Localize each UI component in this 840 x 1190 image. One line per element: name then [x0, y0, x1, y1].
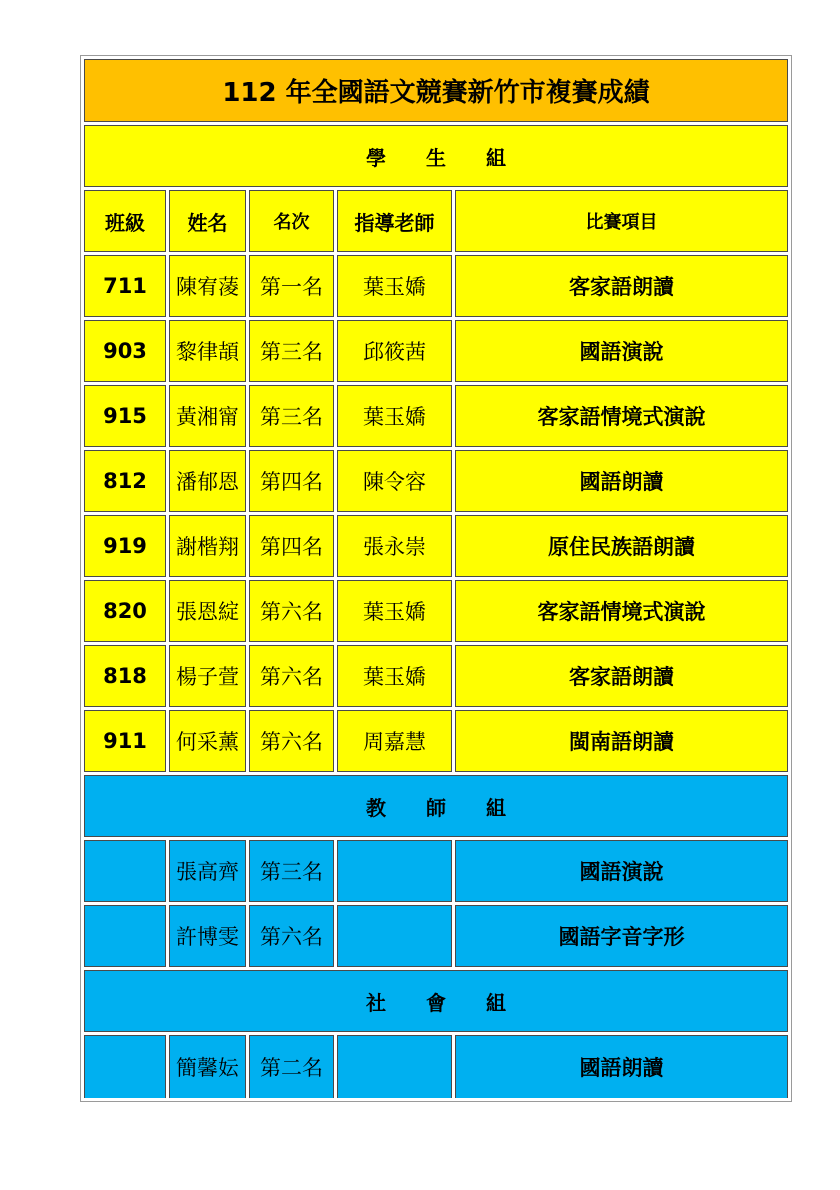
- student-rank: 第六名: [249, 645, 334, 707]
- student-event: 客家語情境式演說: [455, 580, 788, 642]
- student-row: [84, 320, 788, 382]
- student-row: [84, 450, 788, 512]
- student-row: [84, 710, 788, 772]
- student-teacher: 陳令容: [337, 450, 452, 512]
- student-class: 915: [84, 385, 166, 447]
- community-section-heading: 社 會 組: [84, 970, 788, 1032]
- teacher-name: 張高齊: [169, 840, 246, 902]
- student-event: 閩南語朗讀: [455, 710, 788, 772]
- community-row: [84, 1035, 788, 1098]
- student-event: 客家語朗讀: [455, 255, 788, 317]
- student-teacher: 葉玉嬌: [337, 580, 452, 642]
- teacher-section-heading: 教 師 組: [84, 775, 788, 837]
- student-name: 黎律頡: [169, 320, 246, 382]
- student-teacher: 周嘉慧: [337, 710, 452, 772]
- teacher-rank: 第六名: [249, 905, 334, 967]
- teacher-name: 許博雯: [169, 905, 246, 967]
- student-class: 911: [84, 710, 166, 772]
- results-sheet: [80, 55, 792, 1102]
- student-teacher: 葉玉嬌: [337, 255, 452, 317]
- teacher-class-empty: [84, 905, 166, 967]
- student-name: 何采薰: [169, 710, 246, 772]
- student-name: 陳宥蓤: [169, 255, 246, 317]
- header-class: 班級: [84, 190, 166, 252]
- community-rank: 第二名: [249, 1035, 334, 1098]
- student-teacher: 葉玉嬌: [337, 645, 452, 707]
- student-rank: 第四名: [249, 450, 334, 512]
- student-rank: 第六名: [249, 710, 334, 772]
- student-class: 818: [84, 645, 166, 707]
- student-rank: 第三名: [249, 385, 334, 447]
- teacher-row: [84, 905, 788, 967]
- community-class-empty: [84, 1035, 166, 1098]
- student-event: 原住民族語朗讀: [455, 515, 788, 577]
- student-name: 黃湘甯: [169, 385, 246, 447]
- student-teacher: 邱筱茜: [337, 320, 452, 382]
- header-name: 姓名: [169, 190, 246, 252]
- community-event: 國語朗讀: [455, 1035, 788, 1098]
- student-class: 820: [84, 580, 166, 642]
- teacher-advisor-empty: [337, 905, 452, 967]
- teacher-section-row: [84, 775, 788, 837]
- student-row: [84, 385, 788, 447]
- header-rank: 名次: [249, 190, 334, 252]
- student-teacher: 葉玉嬌: [337, 385, 452, 447]
- student-class: 903: [84, 320, 166, 382]
- community-name: 簡馨妘: [169, 1035, 246, 1098]
- student-name: 潘郁恩: [169, 450, 246, 512]
- student-row: [84, 580, 788, 642]
- student-event: 國語演說: [455, 320, 788, 382]
- student-name: 楊子萱: [169, 645, 246, 707]
- student-row: [84, 645, 788, 707]
- student-event: 客家語情境式演說: [455, 385, 788, 447]
- teacher-class-empty: [84, 840, 166, 902]
- teacher-row: [84, 840, 788, 902]
- student-rank: 第一名: [249, 255, 334, 317]
- student-row: [84, 255, 788, 317]
- community-advisor-empty: [337, 1035, 452, 1098]
- student-name: 張恩綻: [169, 580, 246, 642]
- teacher-advisor-empty: [337, 840, 452, 902]
- header-event: 比賽項目: [455, 190, 788, 252]
- student-class: 711: [84, 255, 166, 317]
- student-rank: 第三名: [249, 320, 334, 382]
- student-section-heading: 學 生 組: [84, 125, 788, 187]
- student-name: 謝楷翔: [169, 515, 246, 577]
- student-class: 919: [84, 515, 166, 577]
- student-class: 812: [84, 450, 166, 512]
- header-row: [84, 190, 788, 252]
- page-title: 112 年全國語文競賽新竹市複賽成績: [84, 59, 788, 122]
- community-section-row: [84, 970, 788, 1032]
- student-rank: 第六名: [249, 580, 334, 642]
- student-event: 國語朗讀: [455, 450, 788, 512]
- student-teacher: 張永崇: [337, 515, 452, 577]
- student-row: [84, 515, 788, 577]
- teacher-event: 國語演說: [455, 840, 788, 902]
- student-rank: 第四名: [249, 515, 334, 577]
- header-teacher: 指導老師: [337, 190, 452, 252]
- teacher-rank: 第三名: [249, 840, 334, 902]
- results-table: [80, 55, 792, 1102]
- title-row: [84, 59, 788, 122]
- student-event: 客家語朗讀: [455, 645, 788, 707]
- student-section-row: [84, 125, 788, 187]
- teacher-event: 國語字音字形: [455, 905, 788, 967]
